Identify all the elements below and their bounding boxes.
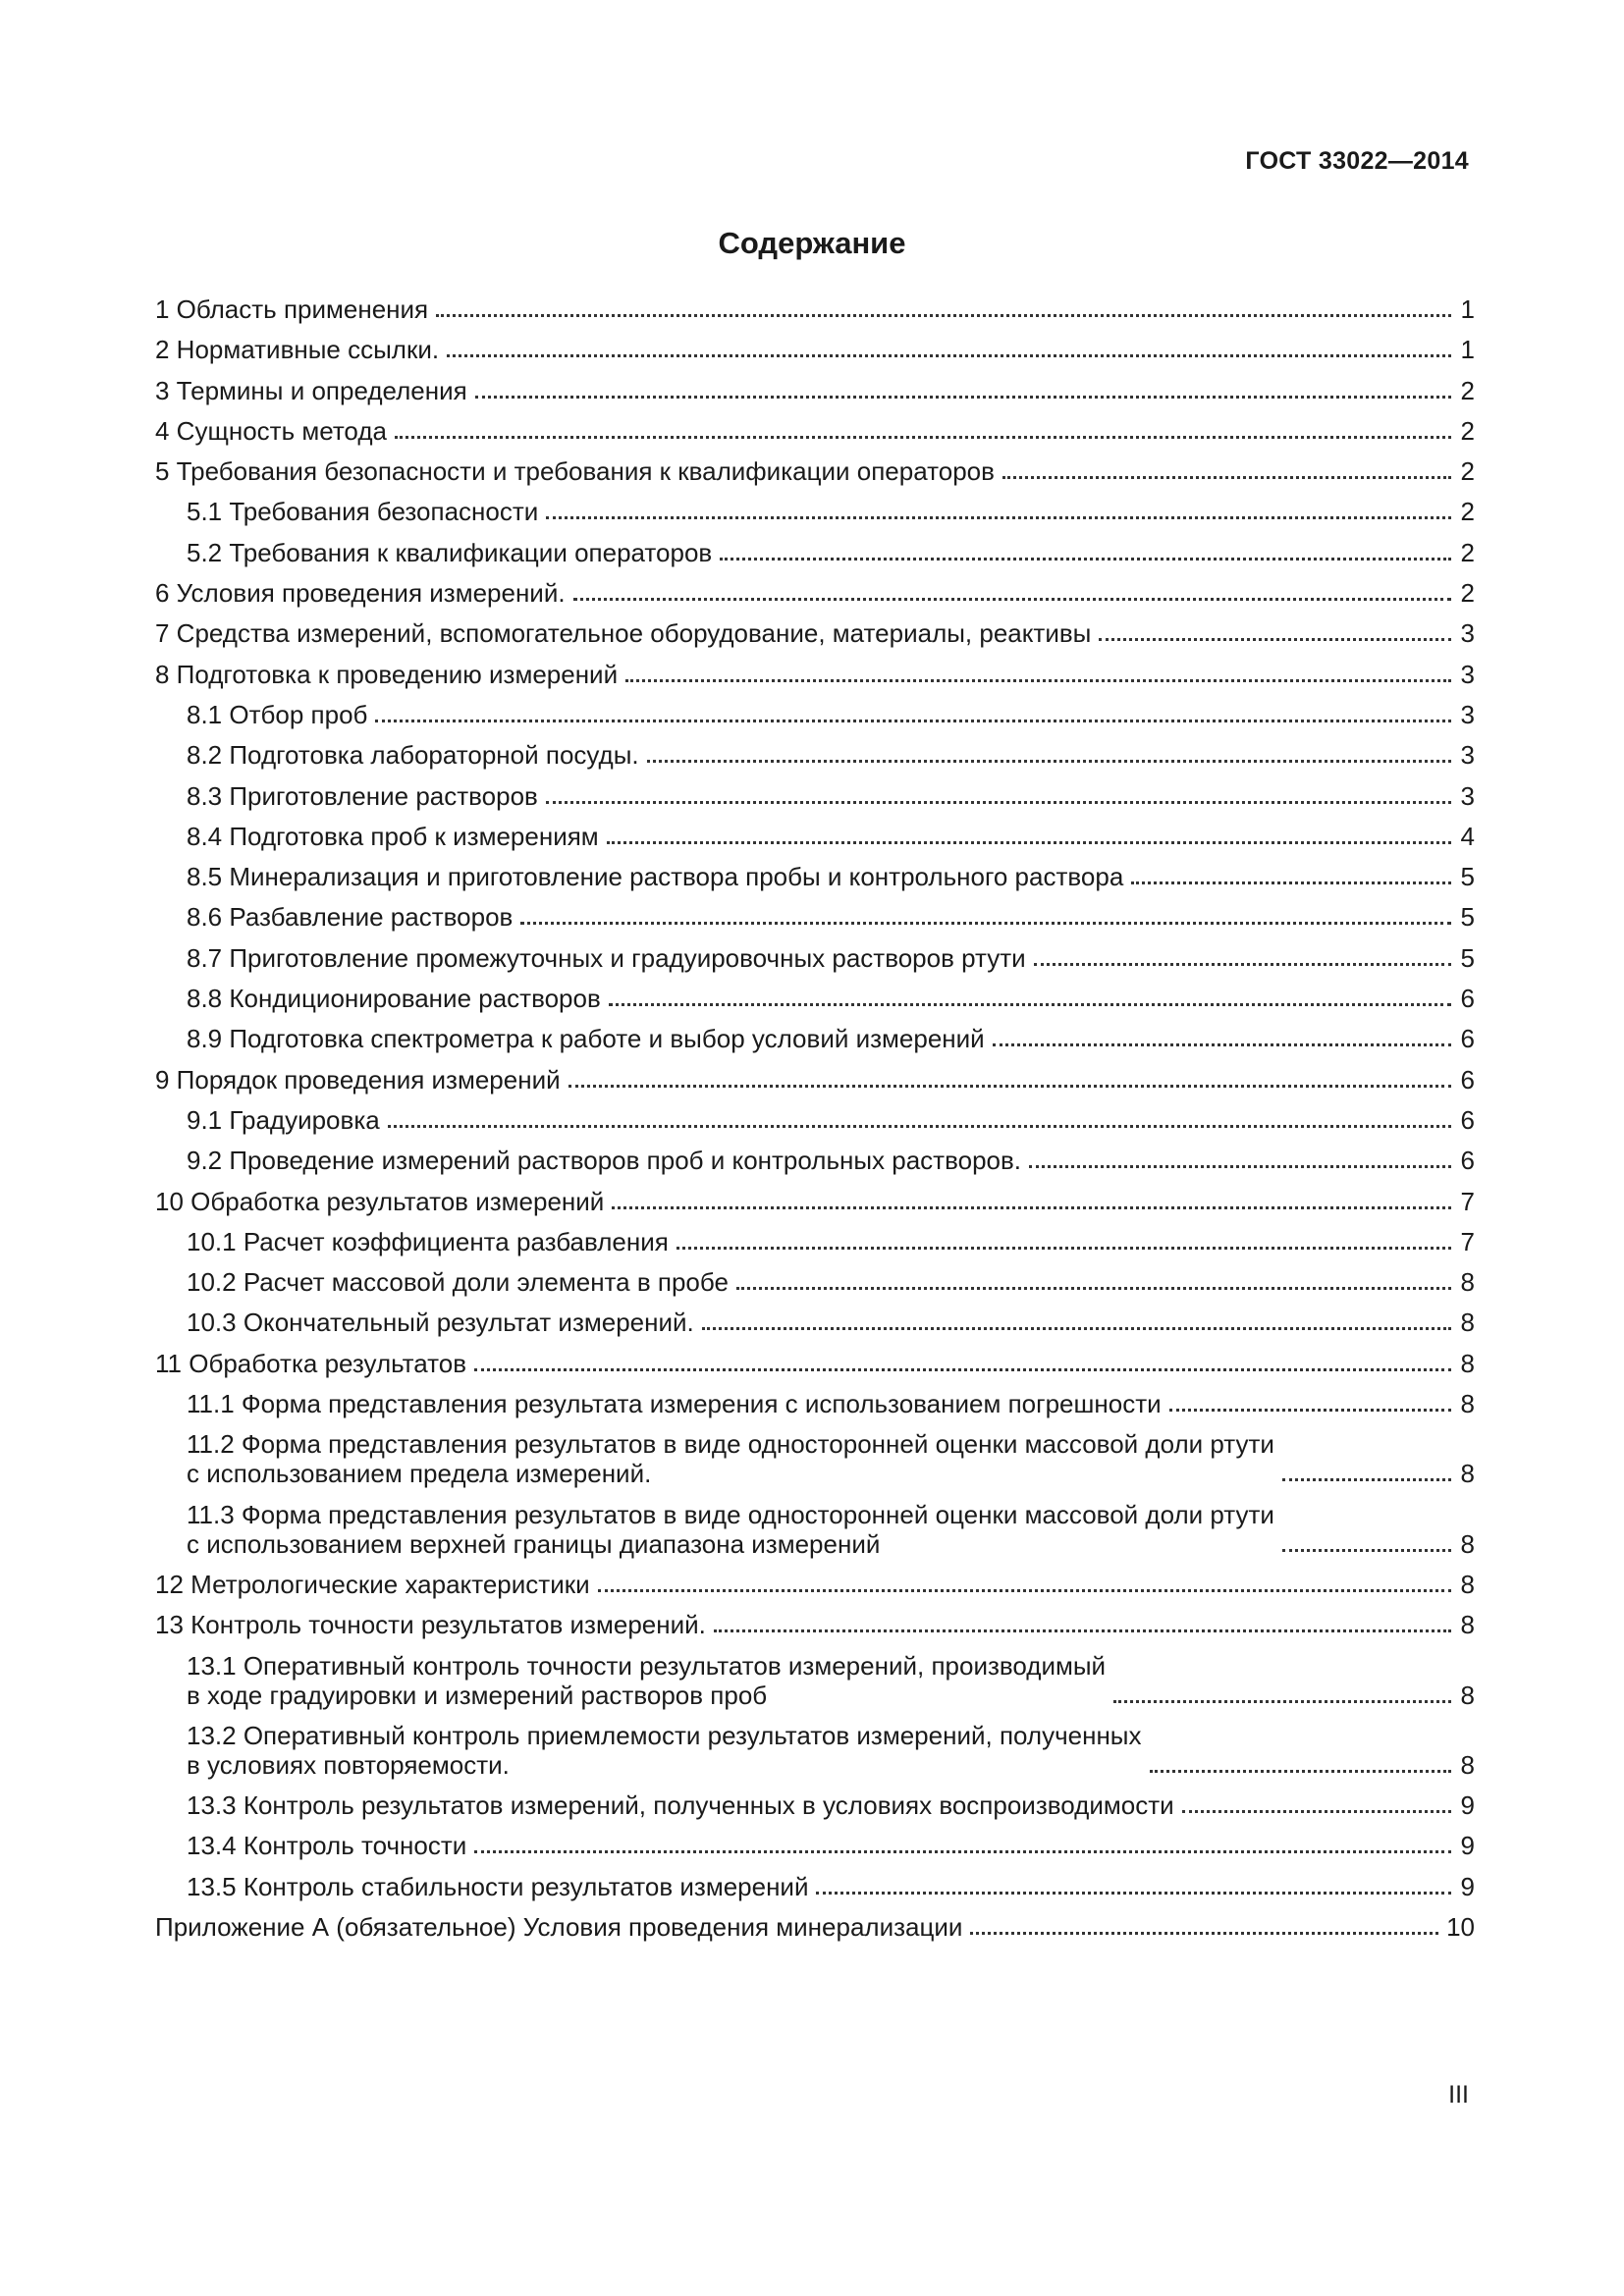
toc-entry-page: 2 xyxy=(1460,497,1475,527)
toc-entry-title xyxy=(155,456,995,486)
dot-leader xyxy=(475,396,1451,399)
toc-entry-title xyxy=(155,1912,962,1942)
toc-entry-page: 8 xyxy=(1460,1348,1475,1378)
toc-entry-title xyxy=(155,1570,590,1599)
toc-entry-page: 2 xyxy=(1460,537,1475,567)
dot-leader xyxy=(612,1206,1451,1209)
toc-entry[interactable] xyxy=(155,335,1475,364)
dot-leader xyxy=(1113,1700,1451,1703)
toc-entry[interactable] xyxy=(155,1872,1475,1901)
dot-leader xyxy=(625,679,1451,682)
toc-entry-title-line: 12 Метрологические характеристики xyxy=(155,1569,590,1599)
toc-entry-page: 3 xyxy=(1460,780,1475,811)
dot-leader xyxy=(1169,1409,1451,1412)
toc-entry-page: 8 xyxy=(1460,1610,1475,1640)
toc-entry-title-line: 9.2 Проведение измерений растворов проб и контрольных растворов. xyxy=(187,1146,1022,1176)
toc-entry-page: 9 xyxy=(1460,1831,1475,1861)
toc-entry-title-line: Приложение А (обязательное) Условия проведения минерализации xyxy=(155,1911,963,1942)
dot-leader xyxy=(1099,638,1451,641)
document-code: ГОСТ 33022—2014 xyxy=(1245,147,1469,175)
toc-entry-title xyxy=(155,294,428,324)
toc-entry[interactable] xyxy=(155,1651,1475,1710)
toc-entry[interactable] xyxy=(155,1146,1475,1175)
toc-entry-title-line: 8.1 Отбор проб xyxy=(187,699,368,729)
toc-entry[interactable] xyxy=(155,1790,1475,1820)
toc-entry-title xyxy=(187,1872,808,1901)
toc-entry[interactable] xyxy=(155,1570,1475,1599)
toc-entry-title xyxy=(155,376,467,405)
dot-leader xyxy=(1029,1165,1451,1168)
toc-entry-page: 8 xyxy=(1460,1749,1475,1780)
toc-entry[interactable] xyxy=(155,1308,1475,1337)
toc-entry-page: 10 xyxy=(1446,1911,1475,1942)
toc-entry-page: 8 xyxy=(1460,1680,1475,1710)
toc-entry-title-line: 8.2 Подготовка лабораторной посуды. xyxy=(187,740,639,771)
dot-leader xyxy=(474,1850,1451,1853)
toc-entry[interactable] xyxy=(155,1187,1475,1216)
toc-entry-title-line: 8.6 Разбавление растворов xyxy=(187,902,514,933)
toc-entry-title xyxy=(187,538,712,567)
dot-leader xyxy=(1182,1810,1451,1813)
dot-leader xyxy=(993,1043,1451,1046)
toc-entry-title-line: 10.1 Расчет коэффициента разбавления xyxy=(187,1226,669,1256)
toc-entry-title xyxy=(187,1831,466,1860)
toc-entry-title-line: 10.2 Расчет массовой доли элемента в пробе xyxy=(187,1267,729,1298)
toc-entry-page: 2 xyxy=(1460,415,1475,446)
toc-entry-title-line: 5.1 Требования безопасности xyxy=(187,497,539,527)
dot-leader xyxy=(607,841,1451,844)
toc-entry-page: 8 xyxy=(1460,1459,1475,1489)
toc-entry[interactable] xyxy=(155,822,1475,851)
dot-leader xyxy=(970,1932,1438,1935)
toc-entry-page: 8 xyxy=(1460,1308,1475,1338)
toc-entry[interactable] xyxy=(155,660,1475,689)
toc-entry-page: 6 xyxy=(1460,1064,1475,1095)
toc-entry-page: 3 xyxy=(1460,659,1475,689)
toc-entry-page: 5 xyxy=(1460,902,1475,933)
table-of-contents xyxy=(155,294,1475,1952)
toc-entry-page: 6 xyxy=(1460,1146,1475,1176)
dot-leader xyxy=(447,354,1451,357)
toc-entry-page: 9 xyxy=(1460,1871,1475,1901)
toc-entry-title-line: 8.9 Подготовка спектрометра к работе и выбор условий измерений xyxy=(187,1024,985,1054)
dot-leader xyxy=(388,1125,1451,1128)
dot-leader xyxy=(520,922,1451,925)
toc-entry-title xyxy=(187,1721,1142,1780)
toc-entry-page: 1 xyxy=(1460,335,1475,365)
toc-entry-page: 4 xyxy=(1460,821,1475,851)
toc-entry-title-line: 8 Подготовка к проведению измерений xyxy=(155,659,619,689)
toc-entry-title-line: 8.5 Минерализация и приготовление раствора пробы и контрольного раствора xyxy=(187,862,1124,892)
toc-entry-page: 1 xyxy=(1460,294,1475,324)
toc-entry-title xyxy=(155,1610,706,1639)
toc-entry-page: 2 xyxy=(1460,456,1475,487)
toc-entry-title-line: в ходе градуировки и измерений растворов проб xyxy=(187,1680,768,1710)
toc-entry-title xyxy=(187,1024,985,1053)
toc-entry[interactable] xyxy=(155,538,1475,567)
toc-entry-title-line: 11 Обработка результатов xyxy=(155,1348,467,1378)
toc-entry[interactable] xyxy=(155,1429,1475,1488)
toc-entry[interactable] xyxy=(155,943,1475,973)
toc-entry[interactable] xyxy=(155,1389,1475,1418)
dot-leader xyxy=(647,760,1451,763)
toc-entry-title xyxy=(187,1227,669,1256)
dot-leader xyxy=(1131,881,1451,884)
toc-entry-page: 8 xyxy=(1460,1389,1475,1419)
toc-entry-title-line: 9 Порядок проведения измерений xyxy=(155,1064,561,1095)
toc-entry[interactable] xyxy=(155,456,1475,486)
toc-entry-page: 8 xyxy=(1460,1569,1475,1599)
toc-entry-page: 6 xyxy=(1460,984,1475,1014)
toc-entry-title-line: 13 Контроль точности результатов измерений. xyxy=(155,1610,706,1640)
dot-leader xyxy=(1002,476,1451,479)
toc-entry[interactable] xyxy=(155,497,1475,526)
toc-entry-title xyxy=(187,497,538,526)
toc-entry[interactable] xyxy=(155,1267,1475,1297)
dot-leader xyxy=(598,1589,1451,1592)
toc-entry[interactable] xyxy=(155,1349,1475,1378)
toc-entry[interactable] xyxy=(155,294,1475,324)
toc-entry-page: 8 xyxy=(1460,1267,1475,1298)
toc-entry-title xyxy=(155,578,566,608)
toc-entry-title-line: 6 Условия проведения измерений. xyxy=(155,578,566,609)
toc-entry-title xyxy=(187,1308,694,1337)
dot-leader xyxy=(568,1085,1451,1088)
toc-entry[interactable] xyxy=(155,1024,1475,1053)
dot-leader xyxy=(816,1892,1451,1895)
toc-entry[interactable] xyxy=(155,700,1475,729)
toc-entry-title xyxy=(187,1389,1162,1418)
toc-entry[interactable] xyxy=(155,984,1475,1013)
page-number: III xyxy=(1448,2081,1469,2109)
toc-entry-title xyxy=(187,1146,1021,1175)
toc-entry-title xyxy=(187,781,538,811)
toc-entry[interactable] xyxy=(155,1831,1475,1860)
toc-entry[interactable] xyxy=(155,1610,1475,1639)
toc-entry-page: 5 xyxy=(1460,942,1475,973)
toc-entry-title xyxy=(187,822,599,851)
toc-entry-title xyxy=(187,1500,1274,1559)
dot-leader xyxy=(546,801,1451,804)
toc-entry-title-line: в условиях повторяемости. xyxy=(187,1749,510,1780)
toc-entry-title-line: 13.2 Оперативный контроль приемлемости результатов измерений, полученных xyxy=(187,1720,1142,1750)
toc-entry-title-line: 5 Требования безопасности и требования к квалификации операторов xyxy=(155,456,995,487)
toc-entry[interactable] xyxy=(155,862,1475,891)
toc-entry-title-line: 11.2 Форма представления результатов в виде односторонней оценки массовой доли ртути xyxy=(187,1429,1274,1460)
toc-entry-title xyxy=(187,740,639,770)
dot-leader xyxy=(395,436,1451,439)
toc-entry[interactable] xyxy=(155,618,1475,648)
toc-entry-title xyxy=(155,335,439,364)
toc-entry-page: 6 xyxy=(1460,1024,1475,1054)
toc-entry-title xyxy=(155,1349,466,1378)
dot-leader xyxy=(546,516,1451,519)
toc-entry-title-line: 9.1 Градуировка xyxy=(187,1104,380,1135)
toc-entry-title-line: 8.3 Приготовление растворов xyxy=(187,780,538,811)
toc-entry-title-line: 8.4 Подготовка проб к измерениям xyxy=(187,821,599,851)
toc-entry[interactable] xyxy=(155,1065,1475,1095)
toc-entry[interactable] xyxy=(155,1912,1475,1942)
toc-entry-page: 7 xyxy=(1460,1186,1475,1216)
toc-title: Содержание xyxy=(718,226,906,260)
toc-entry-title xyxy=(187,1105,380,1135)
dot-leader xyxy=(375,720,1451,722)
dot-leader xyxy=(702,1327,1451,1330)
toc-entry-page: 6 xyxy=(1460,1104,1475,1135)
toc-entry-page: 3 xyxy=(1460,740,1475,771)
toc-entry-title xyxy=(187,984,601,1013)
toc-entry-title xyxy=(155,416,387,446)
dot-leader xyxy=(609,1003,1451,1006)
dot-leader xyxy=(677,1247,1451,1250)
toc-entry-title-line: 1 Область применения xyxy=(155,294,429,324)
toc-entry[interactable] xyxy=(155,416,1475,446)
toc-entry-title-line: 13.4 Контроль точности xyxy=(187,1831,467,1861)
toc-entry-title xyxy=(187,1651,1106,1710)
dot-leader xyxy=(436,314,1451,317)
toc-entry-page: 3 xyxy=(1460,699,1475,729)
toc-entry-title-line: 4 Сущность метода xyxy=(155,415,387,446)
toc-entry-title-line: 13.3 Контроль результатов измерений, полученных в условиях воспроизводимости xyxy=(187,1790,1174,1821)
toc-entry[interactable] xyxy=(155,781,1475,811)
toc-entry-title xyxy=(187,700,367,729)
toc-entry[interactable] xyxy=(155,1721,1475,1780)
toc-entry[interactable] xyxy=(155,578,1475,608)
toc-entry-page: 2 xyxy=(1460,578,1475,609)
toc-entry-title-line: 13.5 Контроль стабильности результатов измерений xyxy=(187,1871,809,1901)
toc-entry-title-line: 11.1 Форма представления результата измерения с использованием погрешности xyxy=(187,1389,1162,1419)
toc-entry-title xyxy=(187,862,1123,891)
dot-leader xyxy=(720,558,1451,561)
dot-leader xyxy=(474,1368,1451,1371)
toc-entry-title-line: 3 Термины и определения xyxy=(155,375,467,405)
toc-entry-title xyxy=(155,618,1091,648)
toc-entry-title-line: 5.2 Требования к квалификации операторов xyxy=(187,537,713,567)
toc-entry-page: 3 xyxy=(1460,618,1475,649)
toc-entry-page: 9 xyxy=(1460,1790,1475,1821)
toc-entry[interactable] xyxy=(155,902,1475,932)
toc-entry-title xyxy=(187,902,513,932)
toc-entry-title-line: 8.8 Кондиционирование растворов xyxy=(187,984,601,1014)
toc-entry-title xyxy=(155,660,618,689)
toc-entry-page: 2 xyxy=(1460,375,1475,405)
toc-entry-page: 8 xyxy=(1460,1528,1475,1559)
dot-leader xyxy=(1282,1478,1451,1481)
toc-entry-title-line: 8.7 Приготовление промежуточных и градуировочных растворов ртути xyxy=(187,942,1026,973)
toc-entry-title-line: с использованием верхней границы диапазона измерений xyxy=(187,1528,881,1559)
toc-entry-title xyxy=(155,1065,561,1095)
toc-entry-title-line: 10 Обработка результатов измерений xyxy=(155,1186,605,1216)
toc-entry-title-line: 7 Средства измерений, вспомогательное оборудование, материалы, реактивы xyxy=(155,618,1092,649)
toc-entry-title xyxy=(155,1187,604,1216)
toc-entry[interactable] xyxy=(155,740,1475,770)
toc-entry-title xyxy=(187,1790,1174,1820)
toc-entry-title-line: 11.3 Форма представления результатов в виде односторонней оценки массовой доли ртути xyxy=(187,1499,1274,1529)
dot-leader xyxy=(1150,1770,1452,1773)
toc-entry[interactable] xyxy=(155,1500,1475,1559)
dot-leader xyxy=(714,1629,1451,1632)
toc-entry-title-line: 10.3 Окончательный результат измерений. xyxy=(187,1308,694,1338)
toc-entry[interactable] xyxy=(155,1105,1475,1135)
toc-entry-page: 5 xyxy=(1460,862,1475,892)
toc-entry-title xyxy=(187,1267,729,1297)
toc-entry-title-line: 2 Нормативные ссылки. xyxy=(155,335,440,365)
toc-entry[interactable] xyxy=(155,1227,1475,1256)
toc-entry-page: 7 xyxy=(1460,1226,1475,1256)
toc-entry[interactable] xyxy=(155,376,1475,405)
toc-entry-title xyxy=(187,943,1026,973)
dot-leader xyxy=(573,598,1451,601)
toc-entry-title xyxy=(187,1429,1274,1488)
dot-leader xyxy=(1282,1549,1451,1552)
dot-leader xyxy=(1034,963,1451,966)
dot-leader xyxy=(736,1287,1451,1290)
toc-entry-title-line: с использованием предела измерений. xyxy=(187,1459,652,1489)
toc-entry-title-line: 13.1 Оперативный контроль точности результатов измерений, производимый xyxy=(187,1650,1107,1681)
